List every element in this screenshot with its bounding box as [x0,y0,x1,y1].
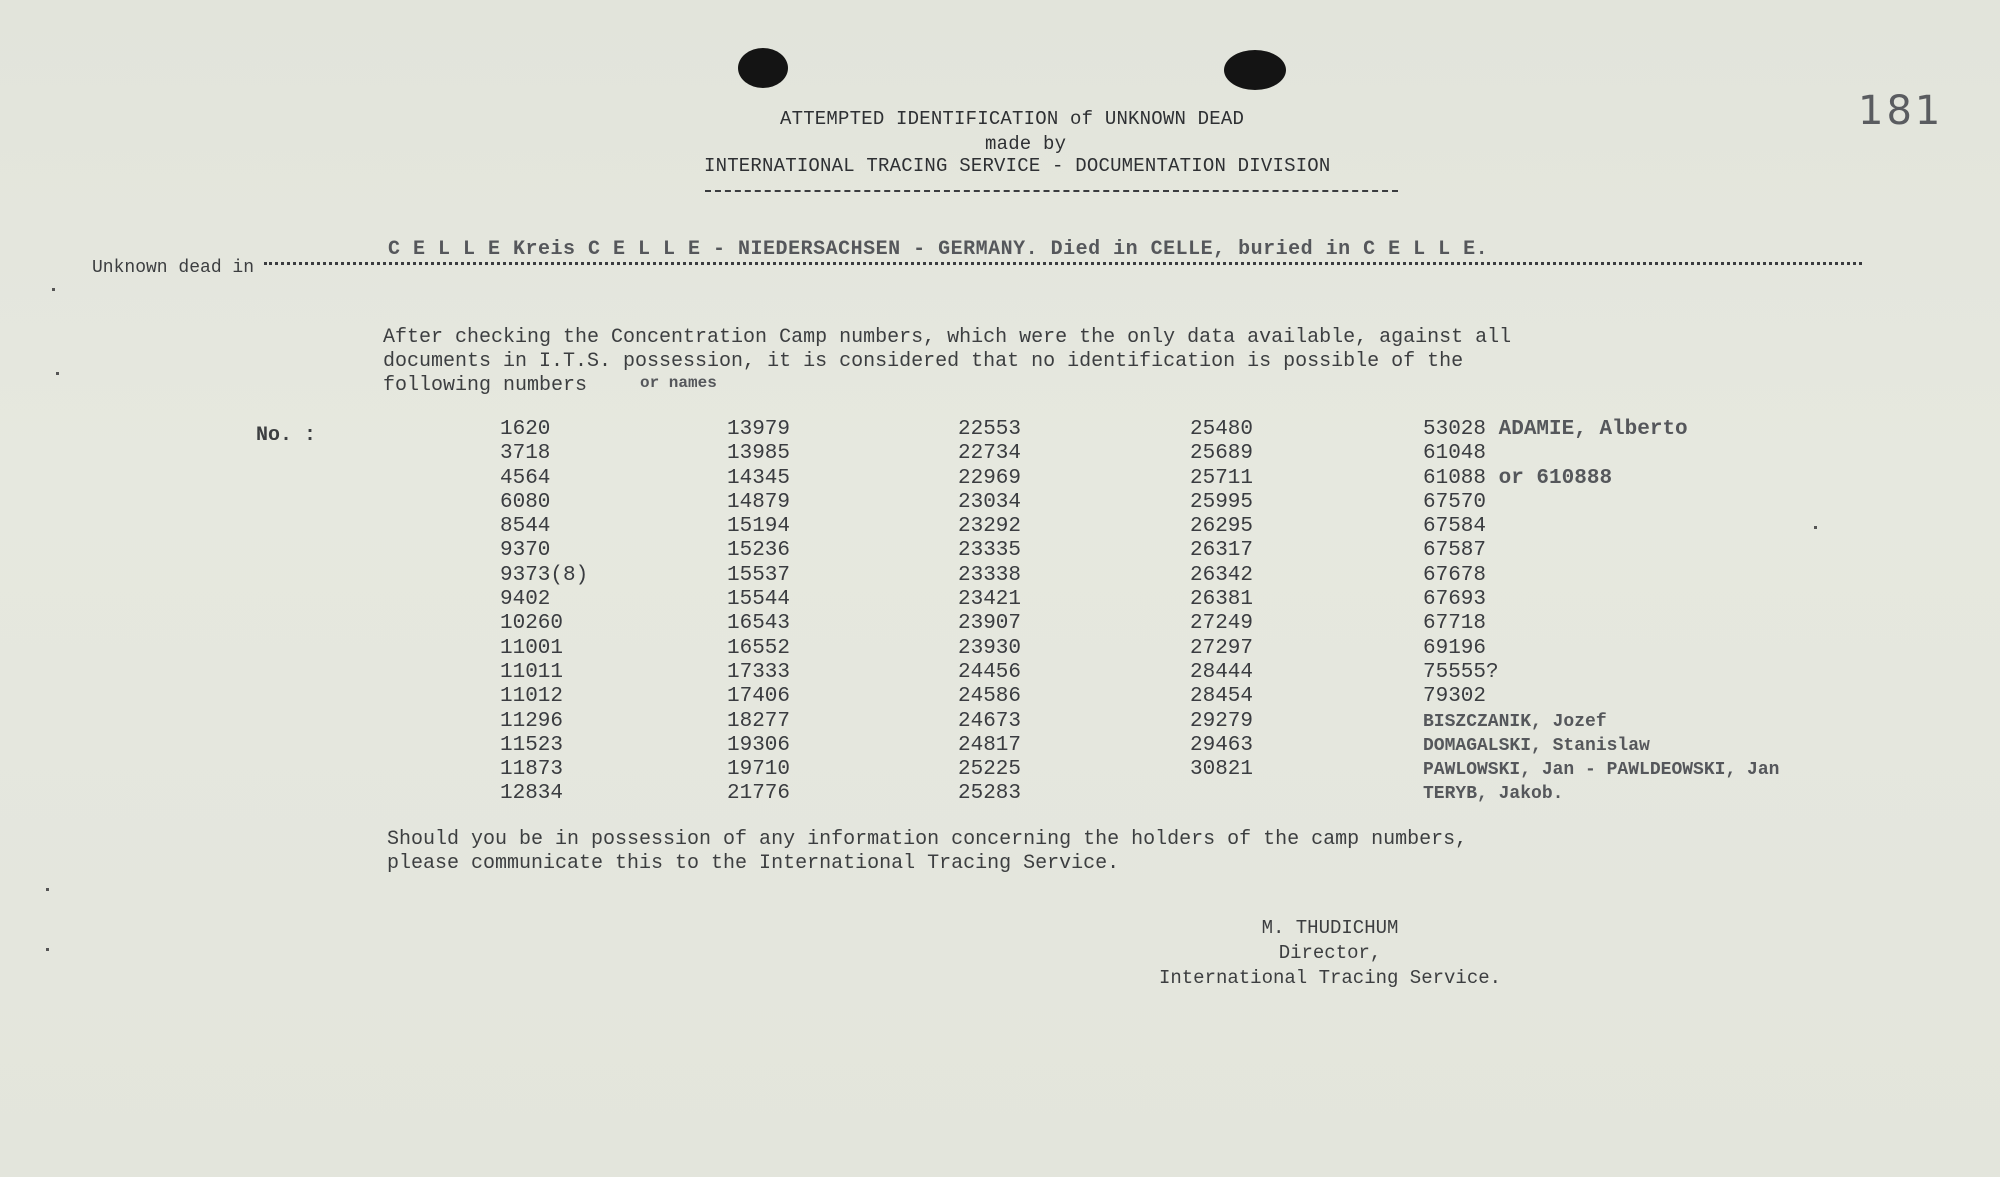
camp-number: 23930 [958,636,1022,660]
camp-number: 26342 [1190,563,1254,587]
added-name: DOMAGALSKI, Stanislaw [1423,735,1650,756]
camp-number: 29279 [1190,709,1254,733]
camp-number: 67587 [1423,539,1487,563]
title-underline [705,190,1398,194]
camp-number: 8544 [500,515,551,539]
camp-number: 17406 [727,685,791,709]
camp-number: 11296 [500,709,564,733]
camp-number: 67693 [1423,588,1487,612]
camp-number: 14345 [727,466,791,490]
margin-mark [1814,526,1817,529]
added-name: ADAMIE, Alberto [1498,418,1688,441]
camp-number: 29463 [1190,733,1254,757]
added-name: TERYB, Jakob. [1423,784,1564,805]
camp-number: 15236 [727,539,791,563]
camp-number: 9370 [500,539,551,563]
camp-number: 26381 [1190,588,1254,612]
camp-number: 25689 [1190,442,1254,466]
list-item [1423,612,1779,636]
camp-number: 23034 [958,490,1022,514]
number-column-3 [958,418,1021,807]
camp-number: 26295 [1190,515,1254,539]
list-item [1423,515,1779,539]
location-dotted-leader [264,262,1862,265]
camp-number: 24456 [958,660,1022,684]
camp-number: 25225 [958,758,1022,782]
list-item [1423,637,1779,661]
camp-number: 18277 [727,709,791,733]
numbers-label: No. : [256,424,317,447]
camp-number: 3718 [500,442,551,466]
added-name: BISZCZANIK, Jozef [1423,711,1607,732]
camp-number: 22734 [958,442,1022,466]
camp-number: 4564 [500,466,551,490]
camp-number: 25283 [958,782,1022,806]
camp-number: 27249 [1190,612,1254,636]
location-place: C E L L E Kreis C E L L E - NIEDERSACHSEN - GERMANY. Died in CELLE, buried in C E L L E. [388,238,1494,261]
list-item [1423,418,1779,442]
camp-number: 24817 [958,733,1022,757]
punch-hole-left [738,48,788,88]
camp-number: 23338 [958,563,1022,587]
list-item [1423,685,1779,709]
camp-number: 23335 [958,539,1022,563]
camp-number: 15544 [727,588,791,612]
camp-number: 19710 [727,758,791,782]
camp-number: 15194 [727,515,791,539]
added-note: or 610888 [1498,466,1613,490]
camp-number: 16552 [727,636,791,660]
camp-number: 13979 [727,418,791,441]
camp-number: 67584 [1423,515,1487,539]
intro-line-2: documents in I.T.S. possession, it is considered that no identification is possible of the [383,350,1464,373]
list-item [1423,539,1779,563]
camp-number: 6080 [500,490,551,514]
camp-number: 24586 [958,685,1022,709]
camp-number: 69196 [1423,636,1487,660]
camp-number: 23421 [958,588,1022,612]
list-item [1423,467,1779,491]
camp-number: 30821 [1190,758,1254,782]
closing-line-1: Should you be in possession of any information concerning the holders of the camp numbers, [387,828,1468,851]
camp-number: 10260 [500,612,564,636]
camp-number: 22553 [958,418,1022,441]
camp-number: 1620 [500,418,551,441]
camp-number: 75555? [1423,660,1499,684]
signatory-name: M. THUDICHUM [1261,917,1399,939]
camp-number: 61088 [1423,466,1487,490]
camp-number: 11873 [500,758,564,782]
punch-hole-right [1224,50,1286,90]
signatory-role: Director, [1278,942,1382,964]
closing-line-2: please communicate this to the International Tracing Service. [387,852,1120,875]
intro-line-1: After checking the Concentration Camp numbers, which were the only data available, against all [383,326,1512,349]
camp-number: 67570 [1423,490,1487,514]
camp-number: 67718 [1423,612,1487,636]
camp-number: 25711 [1190,466,1254,490]
camp-number: 11523 [500,733,564,757]
list-item [1423,758,1779,782]
issuing-organization: INTERNATIONAL TRACING SERVICE - DOCUMENTATION DIVISION [704,155,1331,177]
added-name: PAWLOWSKI, Jan - PAWLDEOWSKI, Jan [1423,760,1780,781]
signature-block [1100,916,1560,991]
camp-number: 28444 [1190,660,1254,684]
margin-mark [46,888,49,891]
camp-number: 23292 [958,515,1022,539]
signatory-organization: International Tracing Service. [1158,967,1502,989]
camp-number: 16543 [727,612,791,636]
list-item [1423,564,1779,588]
list-item [1423,588,1779,612]
camp-number: 61048 [1423,442,1487,466]
camp-number: 9373(8) [500,563,589,587]
list-item [1423,782,1779,806]
list-item [1423,442,1779,466]
camp-number: 25995 [1190,490,1254,514]
camp-number: 11011 [500,660,564,684]
document-subtitle: made by [985,133,1067,155]
list-item [1423,710,1779,734]
camp-number: 53028 [1423,418,1487,441]
camp-number: 14879 [727,490,791,514]
camp-number: 24673 [958,709,1022,733]
margin-mark [46,948,49,951]
list-item [1423,661,1779,685]
camp-number: 15537 [727,563,791,587]
camp-number: 11001 [500,636,564,660]
camp-number: 67678 [1423,563,1487,587]
number-column-4 [1190,418,1253,782]
camp-number: 26317 [1190,539,1254,563]
camp-number: 9402 [500,588,551,612]
camp-number: 13985 [727,442,791,466]
camp-number: 25480 [1190,418,1254,441]
camp-number: 27297 [1190,636,1254,660]
camp-number: 12834 [500,782,564,806]
camp-number: 17333 [727,660,791,684]
list-item [1423,491,1779,515]
camp-number: 23907 [958,612,1022,636]
document-title: ATTEMPTED IDENTIFICATION of UNKNOWN DEAD [780,108,1245,130]
list-item [1423,734,1779,758]
intro-line-3: following numbers [383,374,588,397]
camp-number: 28454 [1190,685,1254,709]
camp-number: 19306 [727,733,791,757]
camp-number: 22969 [958,466,1022,490]
number-column-2 [727,418,790,807]
margin-mark [52,288,55,291]
camp-number: 21776 [727,782,791,806]
number-column-1 [500,418,588,807]
number-column-5 [1423,418,1779,807]
camp-number: 79302 [1423,685,1487,709]
margin-mark [56,372,59,375]
location-label: Unknown dead in [92,258,255,278]
page-number: 181 [1858,88,1944,134]
camp-number: 11012 [500,685,564,709]
intro-addition: or names [640,374,717,392]
